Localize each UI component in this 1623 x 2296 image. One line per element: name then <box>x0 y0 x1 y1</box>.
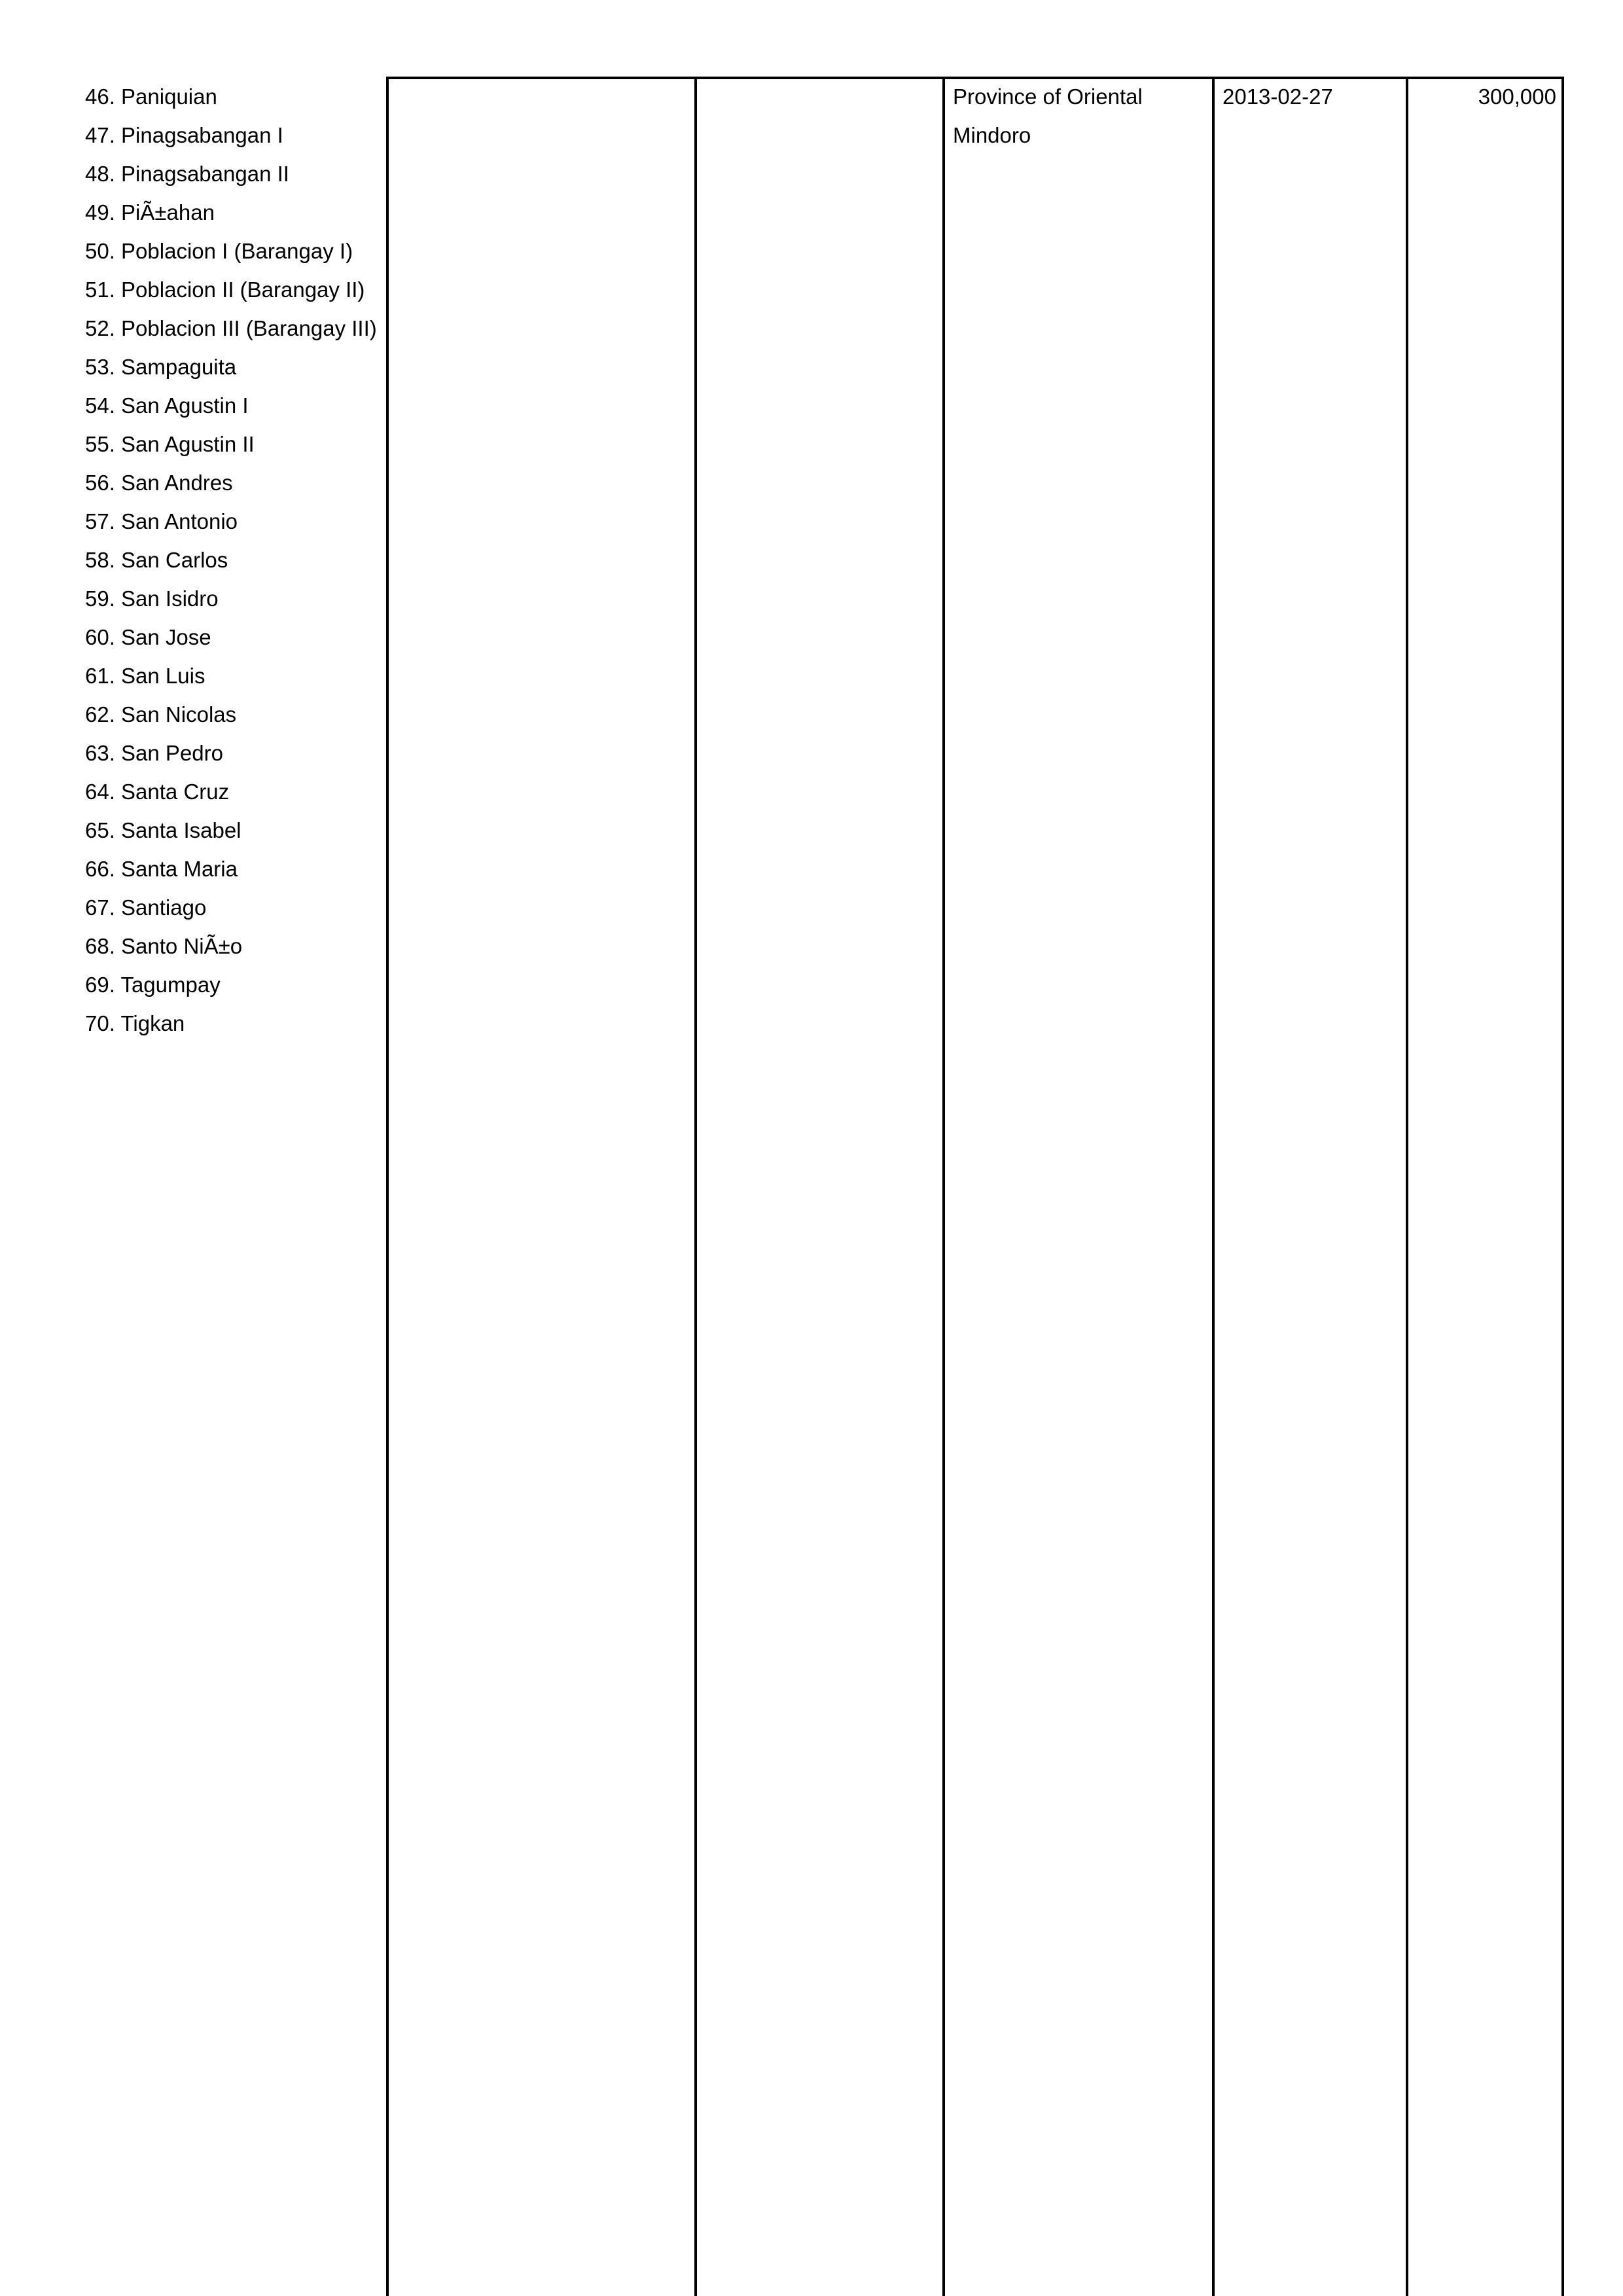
list-item: 59. San Isidro <box>85 586 219 611</box>
list-item: 62. San Nicolas <box>85 702 237 726</box>
list-item: 67. Santiago <box>85 895 207 920</box>
list-item: 53. Sampaguita <box>85 355 237 379</box>
column-divider <box>1212 77 1215 2296</box>
list-item: 70. Tigkan <box>85 1011 185 1035</box>
list-item: 54. San Agustin I <box>85 393 249 418</box>
list-item: 60. San Jose <box>85 625 211 649</box>
list-item: 46. Paniquian <box>85 84 217 109</box>
list-item: 57. San Antonio <box>85 509 238 533</box>
list-item: 64. Santa Cruz <box>85 780 230 804</box>
list-item: 68. Santo NiÃ±o <box>85 934 243 958</box>
column-divider <box>1406 77 1408 2296</box>
list-item: 49. PiÃ±ahan <box>85 200 215 224</box>
column-divider <box>694 77 697 2296</box>
implementing-agency-cell: Province of Oriental Mindoro <box>953 84 1143 147</box>
list-item: 69. Tagumpay <box>85 973 221 997</box>
barangay-list <box>85 77 383 1043</box>
list-item: 52. Poblacion III (Barangay III) <box>85 316 377 340</box>
list-item: 65. Santa Isabel <box>85 818 241 842</box>
list-item: 58. San Carlos <box>85 548 228 572</box>
table-right-border <box>1561 77 1564 2296</box>
list-item: 66. Santa Maria <box>85 857 238 881</box>
list-item: 56. San Andres <box>85 471 233 495</box>
list-item: 51. Poblacion II (Barangay II) <box>85 278 365 302</box>
list-item: 61. San Luis <box>85 664 205 688</box>
list-item: 55. San Agustin II <box>85 432 255 456</box>
date-cell: 2013-02-27 <box>1222 84 1333 109</box>
column-divider <box>386 77 389 2296</box>
list-item: 47. Pinagsabangan I <box>85 123 283 147</box>
list-item: 48. Pinagsabangan II <box>85 162 289 186</box>
column-divider <box>942 77 945 2296</box>
list-item: 50. Poblacion I (Barangay I) <box>85 239 353 263</box>
list-item: 63. San Pedro <box>85 741 223 765</box>
amount-cell: 300,000 <box>1478 84 1556 109</box>
